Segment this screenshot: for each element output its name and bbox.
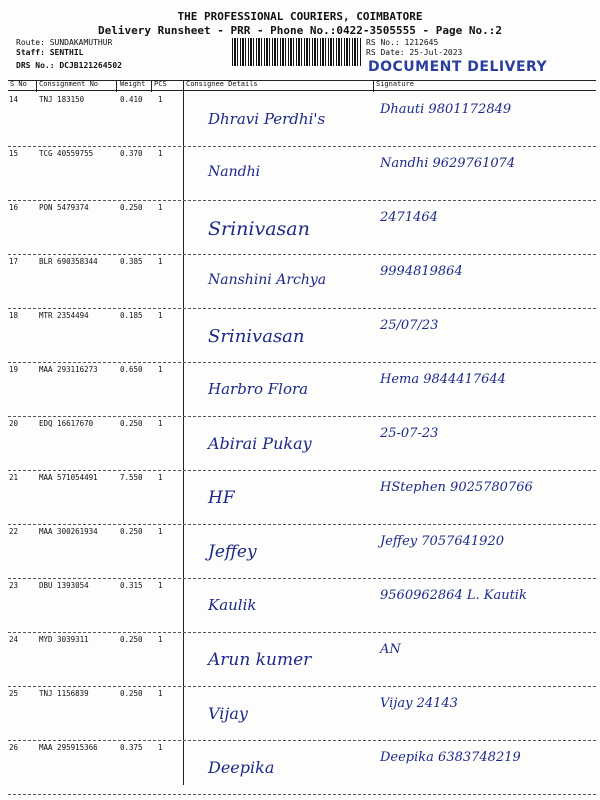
- row-consignment-no: MAA 300261934: [39, 527, 98, 536]
- table-row: [8, 578, 596, 633]
- document-subtitle: Delivery Runsheet - PRR - Phone No.:0422-3505555 - Page No.:2: [98, 24, 502, 37]
- row-pcs: 1: [158, 95, 163, 104]
- table-row: [8, 254, 596, 309]
- handwritten-consignee-name: Abirai Pukay: [208, 434, 312, 453]
- handwritten-consignee-name: Nanshini Archya: [208, 272, 327, 288]
- row-weight: 7.550: [120, 473, 143, 482]
- staff-label: Staff:: [16, 48, 45, 57]
- row-pcs: 1: [158, 203, 163, 212]
- row-sno: 15: [9, 149, 19, 158]
- row-pcs: 1: [158, 581, 163, 590]
- handwritten-consignee-name: Deepika: [208, 758, 275, 777]
- row-weight: 0.385: [120, 257, 143, 266]
- row-sno: 14: [9, 95, 19, 104]
- rs-label: RS No.:: [366, 38, 400, 47]
- table-row: [8, 92, 596, 147]
- row-consignment-no: TNJ 183150: [39, 95, 85, 104]
- route-value: SUNDAKAMUTHUR: [49, 38, 113, 47]
- row-consignment-no: PON 5479374: [39, 203, 89, 212]
- row-sno: 20: [9, 419, 19, 428]
- drs-line: [16, 61, 122, 70]
- recipient-signature: AN: [380, 642, 401, 657]
- handwritten-consignee-name: Harbro Flora: [208, 380, 309, 398]
- row-consignment-no: MYD 3039311: [39, 635, 89, 644]
- row-sno: 21: [9, 473, 19, 482]
- handwritten-consignee-name: Srinivasan: [208, 326, 305, 347]
- table-row: [8, 632, 596, 687]
- row-weight: 0.650: [120, 365, 143, 374]
- row-weight: 0.375: [120, 743, 143, 752]
- handwritten-consignee-name: Jeffey: [208, 542, 257, 562]
- row-consignment-no: MAA 571054491: [39, 473, 98, 482]
- col-sno: S No: [10, 80, 27, 88]
- recipient-signature: 9994819864: [380, 264, 463, 279]
- table-row: [8, 470, 596, 525]
- col-divider: [151, 80, 152, 92]
- handwritten-consignee-name: Kaulik: [208, 596, 257, 614]
- barcode: [232, 38, 362, 66]
- table-row: [8, 308, 596, 363]
- recipient-signature: Dhauti 9801172849: [380, 102, 512, 117]
- row-weight: 0.250: [120, 203, 143, 212]
- row-sno: 19: [9, 365, 19, 374]
- recipient-signature: Vijay 24143: [380, 696, 458, 711]
- handwritten-consignee-name: Vijay: [208, 704, 248, 723]
- date-line: [366, 48, 462, 57]
- table-row: [8, 200, 596, 255]
- route-line: [16, 38, 112, 47]
- col-divider: [116, 80, 117, 92]
- recipient-signature: 25-07-23: [380, 426, 439, 441]
- table-header-rule: [8, 90, 596, 91]
- handwritten-consignee-name: Nandhi: [208, 164, 261, 180]
- date-label: RS Date:: [366, 48, 405, 57]
- row-sno: 22: [9, 527, 19, 536]
- col-consignee: Consignee Details: [186, 80, 258, 88]
- row-weight: 0.250: [120, 419, 143, 428]
- document-title: THE PROFESSIONAL COURIERS, COIMBATORE: [177, 10, 423, 23]
- row-weight: 0.250: [120, 689, 143, 698]
- row-consignment-no: DBU 1393054: [39, 581, 89, 590]
- staff-line: [16, 48, 83, 57]
- drs-label: DRS No.:: [16, 61, 55, 70]
- row-weight: 0.370: [120, 149, 143, 158]
- table-row: [8, 524, 596, 579]
- row-consignment-no: MAA 293116273: [39, 365, 98, 374]
- row-consignment-no: EDQ 16617670: [39, 419, 94, 428]
- row-consignment-no: MAA 295915366: [39, 743, 98, 752]
- table-row: [8, 686, 596, 741]
- route-label: Route:: [16, 38, 45, 47]
- row-pcs: 1: [158, 419, 163, 428]
- handwritten-consignee-name: Srinivasan: [208, 218, 310, 240]
- row-pcs: 1: [158, 365, 163, 374]
- row-weight: 0.250: [120, 527, 143, 536]
- recipient-signature: HStephen 9025780766: [380, 480, 533, 495]
- col-divider: [373, 80, 374, 92]
- col-consignment: Consignment No: [39, 80, 99, 88]
- row-sno: 16: [9, 203, 19, 212]
- row-sno: 25: [9, 689, 19, 698]
- col-divider: [36, 80, 37, 92]
- recipient-signature: Hema 9844417644: [380, 372, 506, 387]
- recipient-signature: 9560962864 L. Kautik: [380, 588, 527, 603]
- row-pcs: 1: [158, 257, 163, 266]
- col-weight: Weight: [120, 80, 146, 88]
- row-weight: 0.315: [120, 581, 143, 590]
- row-consignment-no: TNJ 1156839: [39, 689, 89, 698]
- row-consignment-no: TCG 40559755: [39, 149, 94, 158]
- col-pcs: PCS: [154, 80, 167, 88]
- table-row: [8, 362, 596, 417]
- table-row: [8, 740, 596, 795]
- row-weight: 0.410: [120, 95, 143, 104]
- row-weight: 0.185: [120, 311, 143, 320]
- recipient-signature: Jeffey 7057641920: [380, 534, 504, 549]
- recipient-signature: 25/07/23: [380, 318, 439, 333]
- row-pcs: 1: [158, 473, 163, 482]
- row-pcs: 1: [158, 149, 163, 158]
- handwritten-consignee-name: HF: [208, 488, 235, 508]
- row-sno: 18: [9, 311, 19, 320]
- recipient-signature: Nandhi 9629761074: [380, 156, 516, 171]
- table-row: [8, 146, 596, 201]
- table-row: [8, 416, 596, 471]
- row-consignment-no: MTR 2354494: [39, 311, 89, 320]
- rs-line: [366, 38, 438, 47]
- recipient-signature: Deepika 6383748219: [380, 750, 521, 765]
- handwritten-consignee-name: Dhravi Perdhi's: [208, 110, 326, 128]
- row-pcs: 1: [158, 311, 163, 320]
- drs-value: DCJB121264502: [59, 61, 122, 70]
- row-pcs: 1: [158, 527, 163, 536]
- row-pcs: 1: [158, 689, 163, 698]
- col-signature: Signature: [376, 80, 414, 88]
- row-pcs: 1: [158, 635, 163, 644]
- document-delivery-stamp: DOCUMENT DELIVERY: [368, 59, 548, 75]
- row-sno: 23: [9, 581, 19, 590]
- row-sno: 17: [9, 257, 19, 266]
- rs-value: 1212645: [404, 38, 439, 47]
- handwritten-consignee-name: Arun kumer: [208, 650, 312, 670]
- row-weight: 0.250: [120, 635, 143, 644]
- runsheet-table: [8, 80, 596, 785]
- date-value: 25-Jul-2023: [409, 48, 463, 57]
- recipient-signature: 2471464: [380, 210, 438, 225]
- row-sno: 26: [9, 743, 19, 752]
- row-sno: 24: [9, 635, 19, 644]
- row-pcs: 1: [158, 743, 163, 752]
- row-consignment-no: BLR 690358344: [39, 257, 98, 266]
- staff-value: SENTHIL: [49, 48, 84, 57]
